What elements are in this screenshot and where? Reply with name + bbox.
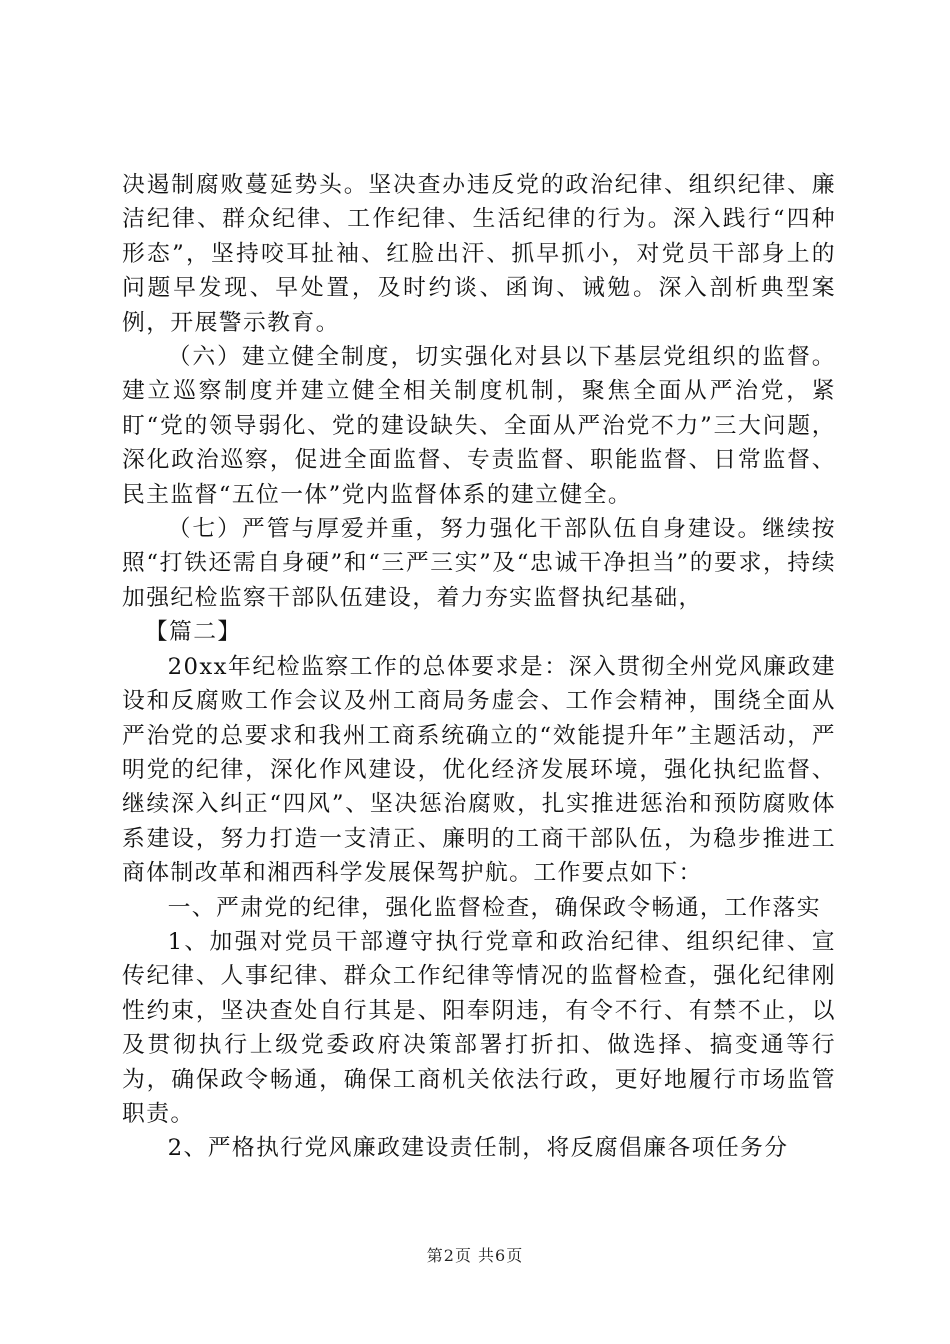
paragraph-heading-one: 一、严肃党的纪律，强化监督检查，确保政令畅通，工作落实	[167, 894, 821, 921]
paragraph-section-six: （六）建立健全制度，切实强化对县以下基层党组织的监督。建立巡察制度并建立健全相关制度机制，聚焦全面从严治党，紧盯“党的领导弱化、党的建设缺失、全面从严治党不力”三大问题，深化政治巡察，促进全面监督、专责监督、职能监督、日常监督、民主监督“五位一体”党内监督体系的建立健全。	[122, 344, 836, 508]
section-heading-part-two: 【篇二】	[144, 619, 242, 646]
paragraph-overall-requirements: 20xx年纪检监察工作的总体要求是：深入贯彻全州党风廉政建设和反腐败工作会议及州工商局务虚会、工作会精神，围绕全面从严治党的总要求和我州工商系统确立的“效能提升年”主题活动，严明党的纪律，深化作风建设，优化经济发展环境，强化执纪监督、继续深入纠正“四风”、坚决惩治腐败，扎实推进惩治和预防腐败体系建设，努力打造一支清正、廉明的工商干部队伍，为稳步推进工商体制改革和湘西科学发展保驾护航。工作要点如下：	[122, 653, 836, 887]
paragraph-item-one: 1、加强对党员干部遵守执行党章和政治纪律、组织纪律、宣传纪律、人事纪律、群众工作纪律等情况的监督检查，强化纪律刚性约束，坚决查处自行其是、阳奉阴违，有令不行、有禁不止，以及贯彻执行上级党委政府决策部署打折扣、做选择、搞变通等行为，确保政令畅通，确保工商机关依法行政，更好地履行市场监管职责。	[122, 928, 836, 1127]
paragraph-section-seven: （七）严管与厚爱并重，努力强化干部队伍自身建设。继续按照“打铁还需自身硬”和“三严三实”及“忠诚干净担当”的要求，持续加强纪检监察干部队伍建设，着力夯实监督执纪基础，	[122, 516, 836, 611]
paragraph-continued: 决遏制腐败蔓延势头。坚决查办违反党的政治纪律、组织纪律、廉洁纪律、群众纪律、工作纪律、生活纪律的行为。深入践行“四种形态”，坚持咬耳扯袖、红脸出汗、抓早抓小，对党员干部身上的问题早发现、早处置，及时约谈、函询、诫勉。深入剖析典型案例，开展警示教育。	[122, 172, 836, 336]
page-number-footer: 第2页 共6页	[426, 1246, 524, 1265]
document-body	[122, 168, 836, 1166]
paragraph-item-two: 2、严格执行党风廉政建设责任制，将反腐倡廉各项任务分	[167, 1135, 789, 1162]
